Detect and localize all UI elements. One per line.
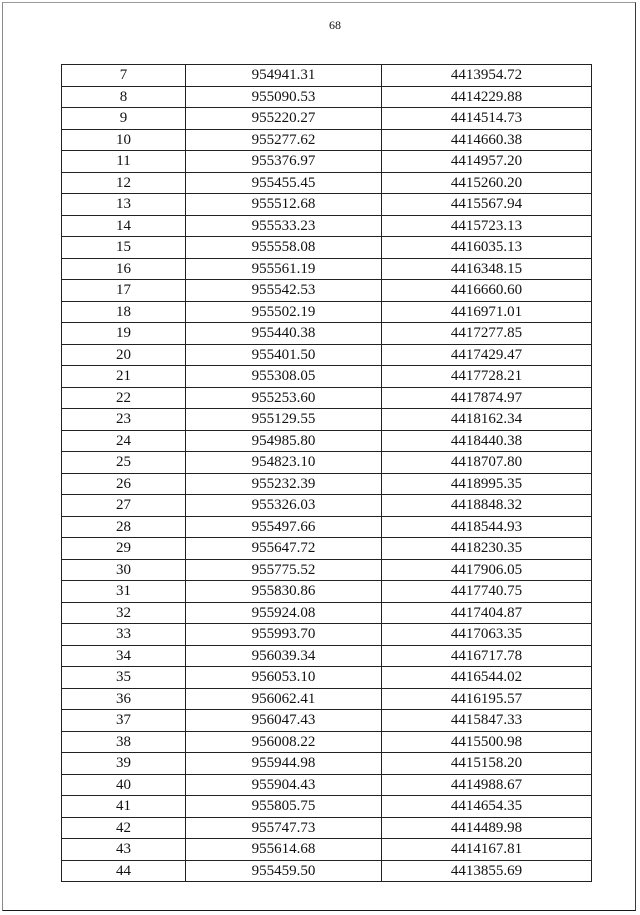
point-number-cell: 30 — [62, 559, 186, 581]
y-coordinate-cell: 4418544.93 — [382, 516, 592, 538]
point-number-cell: 33 — [62, 624, 186, 646]
point-number-cell: 25 — [62, 452, 186, 474]
x-coordinate-cell: 956062.41 — [186, 688, 382, 710]
x-coordinate-cell: 954823.10 — [186, 452, 382, 474]
x-coordinate-cell: 955904.43 — [186, 774, 382, 796]
y-coordinate-cell: 4416035.13 — [382, 237, 592, 259]
y-coordinate-cell: 4418440.38 — [382, 430, 592, 452]
table-row — [62, 731, 592, 753]
x-coordinate-cell: 955232.39 — [186, 473, 382, 495]
table-row — [62, 108, 592, 130]
page-number: 68 — [329, 18, 341, 32]
point-number-cell: 38 — [62, 731, 186, 753]
y-coordinate-cell: 4416544.02 — [382, 667, 592, 689]
point-number-cell: 27 — [62, 495, 186, 517]
coordinates-table-body — [62, 65, 592, 882]
table-row — [62, 602, 592, 624]
point-number-cell: 32 — [62, 602, 186, 624]
y-coordinate-cell: 4416717.78 — [382, 645, 592, 667]
y-coordinate-cell: 4417404.87 — [382, 602, 592, 624]
x-coordinate-cell: 955277.62 — [186, 129, 382, 151]
point-number-cell: 12 — [62, 172, 186, 194]
point-number-cell: 40 — [62, 774, 186, 796]
y-coordinate-cell: 4416971.01 — [382, 301, 592, 323]
coordinates-table — [61, 64, 592, 882]
point-number-cell: 17 — [62, 280, 186, 302]
x-coordinate-cell: 955647.72 — [186, 538, 382, 560]
point-number-cell: 10 — [62, 129, 186, 151]
point-number-cell: 7 — [62, 65, 186, 87]
x-coordinate-cell: 955614.68 — [186, 839, 382, 861]
x-coordinate-cell: 955775.52 — [186, 559, 382, 581]
table-row — [62, 495, 592, 517]
table-row — [62, 473, 592, 495]
table-row — [62, 817, 592, 839]
y-coordinate-cell: 4416348.15 — [382, 258, 592, 280]
y-coordinate-cell: 4418848.32 — [382, 495, 592, 517]
point-number-cell: 16 — [62, 258, 186, 280]
point-number-cell: 24 — [62, 430, 186, 452]
y-coordinate-cell: 4417063.35 — [382, 624, 592, 646]
x-coordinate-cell: 956047.43 — [186, 710, 382, 732]
y-coordinate-cell: 4418995.35 — [382, 473, 592, 495]
y-coordinate-cell: 4417728.21 — [382, 366, 592, 388]
table-row — [62, 151, 592, 173]
table-row — [62, 559, 592, 581]
y-coordinate-cell: 4415723.13 — [382, 215, 592, 237]
point-number-cell: 28 — [62, 516, 186, 538]
y-coordinate-cell: 4418230.35 — [382, 538, 592, 560]
point-number-cell: 15 — [62, 237, 186, 259]
y-coordinate-cell: 4415500.98 — [382, 731, 592, 753]
x-coordinate-cell: 955533.23 — [186, 215, 382, 237]
x-coordinate-cell: 955129.55 — [186, 409, 382, 431]
table-row — [62, 194, 592, 216]
point-number-cell: 23 — [62, 409, 186, 431]
table-row — [62, 366, 592, 388]
table-row — [62, 796, 592, 818]
y-coordinate-cell: 4414654.35 — [382, 796, 592, 818]
point-number-cell: 37 — [62, 710, 186, 732]
y-coordinate-cell: 4414167.81 — [382, 839, 592, 861]
table-row — [62, 129, 592, 151]
x-coordinate-cell: 956053.10 — [186, 667, 382, 689]
point-number-cell: 18 — [62, 301, 186, 323]
point-number-cell: 13 — [62, 194, 186, 216]
x-coordinate-cell: 955253.60 — [186, 387, 382, 409]
table-row — [62, 538, 592, 560]
y-coordinate-cell: 4415567.94 — [382, 194, 592, 216]
x-coordinate-cell: 956008.22 — [186, 731, 382, 753]
y-coordinate-cell: 4417429.47 — [382, 344, 592, 366]
point-number-cell: 39 — [62, 753, 186, 775]
point-number-cell: 22 — [62, 387, 186, 409]
y-coordinate-cell: 4416195.57 — [382, 688, 592, 710]
x-coordinate-cell: 955220.27 — [186, 108, 382, 130]
table-row — [62, 860, 592, 882]
x-coordinate-cell: 955308.05 — [186, 366, 382, 388]
y-coordinate-cell: 4417874.97 — [382, 387, 592, 409]
x-coordinate-cell: 955830.86 — [186, 581, 382, 603]
table-row — [62, 409, 592, 431]
y-coordinate-cell: 4414988.67 — [382, 774, 592, 796]
point-number-cell: 43 — [62, 839, 186, 861]
point-number-cell: 9 — [62, 108, 186, 130]
y-coordinate-cell: 4414957.20 — [382, 151, 592, 173]
table-row — [62, 774, 592, 796]
y-coordinate-cell: 4418162.34 — [382, 409, 592, 431]
point-number-cell: 35 — [62, 667, 186, 689]
y-coordinate-cell: 4413855.69 — [382, 860, 592, 882]
y-coordinate-cell: 4415847.33 — [382, 710, 592, 732]
x-coordinate-cell: 955924.08 — [186, 602, 382, 624]
x-coordinate-cell: 955326.03 — [186, 495, 382, 517]
table-row — [62, 839, 592, 861]
x-coordinate-cell: 955502.19 — [186, 301, 382, 323]
y-coordinate-cell: 4414489.98 — [382, 817, 592, 839]
y-coordinate-cell: 4417740.75 — [382, 581, 592, 603]
x-coordinate-cell: 955944.98 — [186, 753, 382, 775]
point-number-cell: 20 — [62, 344, 186, 366]
table-row — [62, 688, 592, 710]
x-coordinate-cell: 955542.53 — [186, 280, 382, 302]
point-number-cell: 34 — [62, 645, 186, 667]
x-coordinate-cell: 955440.38 — [186, 323, 382, 345]
point-number-cell: 29 — [62, 538, 186, 560]
table-row — [62, 452, 592, 474]
table-row — [62, 86, 592, 108]
table-row — [62, 323, 592, 345]
point-number-cell: 44 — [62, 860, 186, 882]
table-row — [62, 387, 592, 409]
table-row — [62, 667, 592, 689]
table-row — [62, 710, 592, 732]
y-coordinate-cell: 4414660.38 — [382, 129, 592, 151]
y-coordinate-cell: 4414514.73 — [382, 108, 592, 130]
y-coordinate-cell: 4413954.72 — [382, 65, 592, 87]
x-coordinate-cell: 955497.66 — [186, 516, 382, 538]
y-coordinate-cell: 4415260.20 — [382, 172, 592, 194]
x-coordinate-cell: 954941.31 — [186, 65, 382, 87]
point-number-cell: 21 — [62, 366, 186, 388]
table-row — [62, 258, 592, 280]
x-coordinate-cell: 955993.70 — [186, 624, 382, 646]
table-row — [62, 516, 592, 538]
point-number-cell: 31 — [62, 581, 186, 603]
y-coordinate-cell: 4417277.85 — [382, 323, 592, 345]
table-row — [62, 280, 592, 302]
point-number-cell: 41 — [62, 796, 186, 818]
y-coordinate-cell: 4414229.88 — [382, 86, 592, 108]
point-number-cell: 42 — [62, 817, 186, 839]
y-coordinate-cell: 4418707.80 — [382, 452, 592, 474]
point-number-cell: 36 — [62, 688, 186, 710]
table-row — [62, 215, 592, 237]
x-coordinate-cell: 955459.50 — [186, 860, 382, 882]
y-coordinate-cell: 4416660.60 — [382, 280, 592, 302]
x-coordinate-cell: 956039.34 — [186, 645, 382, 667]
x-coordinate-cell: 955747.73 — [186, 817, 382, 839]
point-number-cell: 26 — [62, 473, 186, 495]
table-row — [62, 430, 592, 452]
table-row — [62, 65, 592, 87]
x-coordinate-cell: 955376.97 — [186, 151, 382, 173]
point-number-cell: 14 — [62, 215, 186, 237]
point-number-cell: 11 — [62, 151, 186, 173]
table-row — [62, 624, 592, 646]
x-coordinate-cell: 955558.08 — [186, 237, 382, 259]
x-coordinate-cell: 955090.53 — [186, 86, 382, 108]
y-coordinate-cell: 4415158.20 — [382, 753, 592, 775]
table-row — [62, 301, 592, 323]
point-number-cell: 8 — [62, 86, 186, 108]
x-coordinate-cell: 955512.68 — [186, 194, 382, 216]
table-row — [62, 645, 592, 667]
x-coordinate-cell: 955561.19 — [186, 258, 382, 280]
table-row — [62, 237, 592, 259]
table-row — [62, 344, 592, 366]
x-coordinate-cell: 955805.75 — [186, 796, 382, 818]
table-row — [62, 172, 592, 194]
x-coordinate-cell: 954985.80 — [186, 430, 382, 452]
table-row — [62, 753, 592, 775]
table-row — [62, 581, 592, 603]
x-coordinate-cell: 955401.50 — [186, 344, 382, 366]
x-coordinate-cell: 955455.45 — [186, 172, 382, 194]
point-number-cell: 19 — [62, 323, 186, 345]
y-coordinate-cell: 4417906.05 — [382, 559, 592, 581]
